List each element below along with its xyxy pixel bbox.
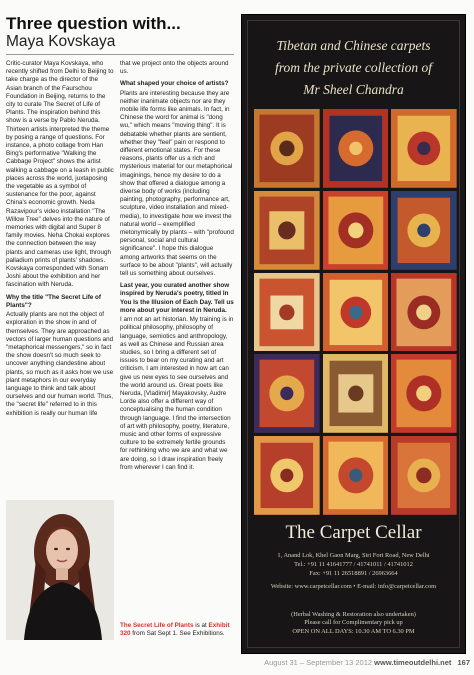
carpet-grid — [254, 109, 457, 515]
carpet-image — [323, 109, 389, 188]
ad-title-line-1: Tibetan and Chinese carpets — [276, 38, 431, 53]
carpet-image — [323, 191, 389, 270]
answer-3: I am not an art historian. My training is in political philosophy, philosophy of language, semiotics and anthropology, as well as Chinese and Russian area studies, so I bring a different set of issues to bear on my curating and art criticism. I am interested in how art can give us new eyes to see ourselves and the world around us. Great poets like Neruda, [Vladimir] Mayakovsky, Audre Lorde also offer a different way of conceptualising the human condition through language. I find the intersection of art with philosophy, poetry, literature, music and other forms of expressive culture to be extremely fertile grounds for rethinking who we are and what we are doing, so I draw inspiration freely from wherever I can find it. — [120, 316, 234, 471]
issue-dates: August 31 – September 13 2012 — [264, 658, 373, 667]
ad-address: 1, Anand Lok, Khel Gaon Marg, Siri Fort Road, New Delhi — [277, 552, 430, 559]
carpet-image — [323, 273, 389, 352]
carpet-image — [391, 354, 457, 433]
callout-title: The Secret Life of Plants — [120, 622, 194, 629]
carpet-image — [323, 354, 389, 433]
article-intro: Critic-curator Maya Kovskaya, who recently shifted from Delhi to Beijing to take charge as the director of the Asian branch of the Faurschou Foundation in Beijing, returns to the city to curate The Secret of Life of Plants. The inspiration behind this show is a verse by Pablo Neruda. Thirteen artists interpreted the theme by posing a range of questions. For instance, a photo collage from Han Bing's performative "Walking the Cabbage Project" shows the artist walking a cabbage on a leash in public places across the world, juxtaposing the vegetable as a symbol of sustenance for the poor, against China's economic growth. Neda Razavipour's video installation "The Willow Tree" delves into the nature of memories with digital and Super 8 family movies. Neha Chokai explores the connection between the way plants and cameras use light, through palladium prints of plants' shadows. Kovskaya corresponded with Sonam Joshi about the exhibition and her fascination with Neruda. — [6, 60, 114, 289]
carpet-image — [391, 273, 457, 352]
ad-fax: Fax: +91 11 26518891 / 26963664 — [309, 570, 398, 577]
question-1: Why the title "The Secret Life of Plants"? — [6, 293, 102, 309]
callout-venue: Exhibit 320 — [120, 622, 230, 637]
carpet-advertisement — [241, 14, 466, 654]
carpet-image — [323, 436, 389, 515]
article-column-1 — [6, 60, 114, 422]
answer-1-continued: that we project onto the objects around us. — [120, 60, 229, 76]
portrait-photo — [6, 500, 114, 640]
ad-pickup-note: Please call for Complimentary pick up — [304, 619, 403, 626]
carpet-image — [254, 191, 320, 270]
article-column-2 — [120, 60, 234, 476]
ad-frame — [247, 20, 460, 648]
interview-article — [6, 14, 234, 654]
interviewee-name: Maya Kovskaya — [6, 33, 116, 50]
carpet-image — [254, 436, 320, 515]
answer-2: Plants are interesting because they are neither inanimate objects nor are they mobile life forms like animals. In fact, in Chinese the word for animal is "dong wu," which means "moving thing". It is debatable whether plants are sentient, whether they "feel" pain or respond to different emotional states. For these reasons, plants offer us a rich and mysterious material for our metaphorical imaginings, hence my desire to do a show that offered a dialogue among a diverse body of works (including painting, photography, performance art, sculpture, video installation and mixed-media), to investigate how we invest the natural world – exemplified metonymically by plants – with "profound personal, social and cultural significance". I hope this dialogue among artworks that seems on the surface to be about "plants", will actually tell us something about ourselves. — [120, 89, 234, 278]
callout-mid: is at — [195, 622, 207, 629]
carpet-image — [391, 191, 457, 270]
ad-herbal-note: (Herbal Washing & Restoration also undertaken) — [291, 611, 416, 618]
footer-website: www.timeoutdelhi.net — [374, 658, 452, 667]
ad-website: Website: www.carpetcellar.com • E-mail: info@carpetcellar.com — [270, 583, 437, 590]
carpet-image — [254, 273, 320, 352]
headline-divider — [6, 54, 234, 55]
article-headline: Three question with... — [6, 14, 181, 33]
answer-1: Actually plants are not the object of exploration in the show in and of themselves. They are approached as vectors of larger human questions and "metaphorical messengers," so in fact the show doesn't so much seek to uncover anything clandestine about plants, so much as it asks how we use plant metaphors in our everyday language to think and talk about ourselves and our human world. Thus, the "secret life" referred to in this exhibition is really our human life — [6, 311, 114, 417]
question-2: What shaped your choice of artists? — [120, 80, 229, 88]
ad-phone: Tel.: +91 11 41641777 / 41741011 / 41741012 — [294, 561, 413, 568]
page-footer — [230, 657, 470, 669]
carpet-image — [391, 436, 457, 515]
callout-rest: from Sat Sept 1. See Exhibitions. — [132, 630, 225, 637]
question-3: Last year, you curated another show inspired by Neruda's poetry, titled In You Is the Illusion of Each Day. Tell us more about your interest in Neruda. — [120, 282, 234, 314]
carpet-image — [254, 354, 320, 433]
ad-brand-name: The Carpet Cellar — [285, 522, 422, 543]
ad-title-line-3: Mr Sheel Chandra — [303, 82, 404, 97]
ad-title-line-2: from the private collection of — [275, 60, 432, 75]
page-number: 167 — [457, 658, 470, 667]
carpet-image — [391, 109, 457, 188]
ad-hours: OPEN ON ALL DAYS: 10.30 AM TO 6.30 PM — [292, 628, 415, 635]
exhibition-callout — [120, 622, 234, 638]
carpet-image — [254, 109, 320, 188]
